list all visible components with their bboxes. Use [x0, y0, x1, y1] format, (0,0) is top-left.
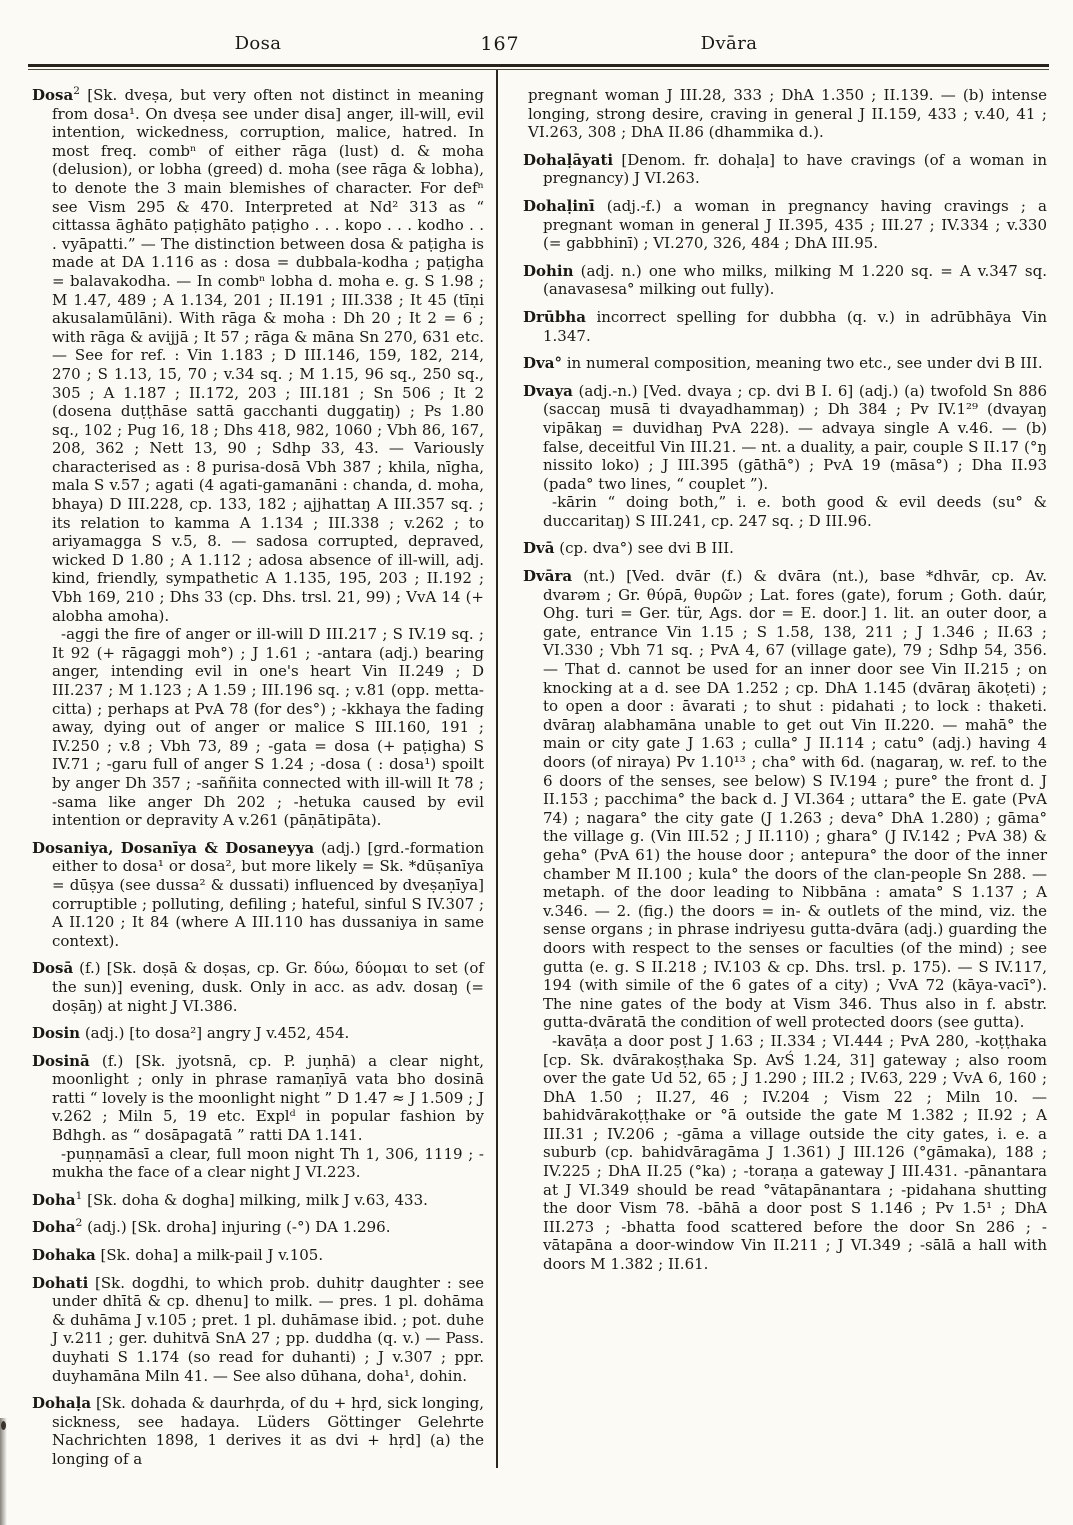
entry-main-paragraph: [523, 262, 1047, 299]
entry-main-paragraph: [523, 308, 1047, 345]
headword: Doha: [32, 1218, 76, 1237]
dictionary-entry: [523, 354, 1047, 373]
right-column: [523, 86, 1047, 1283]
entry-text: (nt.) [Ved. dvār (f.) & dvāra (nt.), base *dhvār, cp. Av. dvarəm ; Gr. θύρā, θυρῶν ; Lat. fores (gate), forum ; Goth. daúr, Ohg. turi = Ger. tür, Ags. dor = E. door.] 1. lit. an outer door, a gate, entrance Vin 1.15 ; S 1.58, 138, 211 ; J 1.346 ; II.63 ; VI.330 ; Vbh 71 sq. ; PvA 4, 67 (village gate), 79 ; Sdhp 54, 356. — That d. cannot be used for an inner door see Vin II.215 ; on knocking at a d. see DA 1.252 ; cp. DhA 1.145 (dvāraŋ ākoṭeti) ; to open a door : āvarati ; to shut : pidahati ; to lock : thaketi. dvāraŋ alabhamāna unable to get out Vin II.220. — mahā° the main or city gate J 1.63 ; culla° J II.114 ; catu° (adj.) having 4 doors (of niraya) Pv 1.10¹³ ; cha° with 6d. (nagaraŋ, w. ref. to the 6 doors of the senses, see below) S IV.194 ; pure° the front d. J II.153 ; pacchima° the back d. J VI.364 ; uttara° the E. gate (PvA 74) ; nagara° the city gate (J 1.263 ; deva° DhA 1.280) ; gāma° the village g. (Vin III.52 ; J II.110) ; ghara° (J IV.142 ; PvA 38) & geha° (PvA 61) the house door ; antepura° the door of the inner chamber M II.100 ; kula° the doors of the clan-people Sn 288. — metaph. of the door leading to Nibbāna : amata° S 1.137 ; A v.346. — 2. (fig.) the doors = in- & outlets of the mind, viz. the sense organs ; in phrase indriyesu gutta-dvāra (adj.) guarding the doors with respect to the senses or faculties (of the mind) ; see gutta (e. g. S II.218 ; IV.103 & cp. Dhs. trsl. p. 175). — S IV.117, 194 (with simile of the 6 gates of a city) ; VvA 72 (kāya-vacī°). The nine gates of the body at Vism 346. Thus also in f. abstr. gutta-dvāratā the condition of well protected doors (see gutta).: [543, 567, 1047, 1032]
headword: Dosin: [32, 1024, 81, 1043]
dictionary-entry: [32, 1024, 484, 1043]
entry-compound-paragraph: [523, 1032, 1047, 1274]
entry-text: (adj.) [grd.-formation either to dosa¹ or dosa², but more likely = Sk. *dūṣanīya = dūṣya (see dussa² & dussati) influenced by dveṣaṇīya] corruptible ; polluting, defiling ; hateful, sinful S IV.307 ; A II.120 ; It 84 (where A III.110 has dussaniya in same context).: [52, 838, 485, 950]
dictionary-entry: [32, 1274, 484, 1386]
dictionary-entry: [523, 262, 1047, 299]
left-column: [32, 86, 484, 1478]
headword: Dosaniya, Dosanīya & Dosaneyya: [32, 838, 315, 857]
headword: Dva°: [523, 354, 562, 373]
dictionary-entry: [523, 308, 1047, 345]
entry-main-paragraph: [32, 1274, 484, 1386]
dictionary-entry: [523, 197, 1047, 253]
entry-text: (adj.) [Sk. droha] injuring (-°) DA 1.296.: [82, 1218, 391, 1237]
entry-compound-paragraph: [32, 1145, 484, 1182]
entry-main-paragraph: [32, 839, 484, 951]
headword: Dohaḷāyati: [523, 150, 614, 169]
entry-text: [Sk. dveṣa, but very often not distinct in meaning from dosa¹. On dveṣa see under disa] anger, ill-will, evil intention, wickedness, corruption, malice, hatred. In most freq. combⁿ of either rāga (lust) d. & moha (delusion), or lobha (greed) d. moha (see rāga & lobha), to denote the 3 main blemishes of character. For defⁿ see Vism 295 & 470. Interpreted at Nd² 313 as “ cittassa āghāto paṭighāto paṭigho . . . kopo . . . kodho . . . vyāpatti.” — The distinction between dosa & paṭigha is made at DA 1.116 as : dosa = dubbala-kodha ; paṭigha = balavakodha. — In combⁿ lobha d. moha e. g. S 1.98 ; M 1.47, 489 ; A 1.134, 201 ; II.191 ; III.338 ; It 45 (tīṇi akusalamūlāni). With rāga & moha : Dh 20 ; It 2 = 6 ; with rāga & avijjā ; It 57 ; rāga & māna Sn 270, 631 etc. — See for ref. : Vin 1.183 ; D III.146, 159, 182, 214, 270 ; S 1.13, 15, 70 ; v.34 sq. ; M 1.15, 96 sq., 250 sq., 305 ; A 1.187 ; II.172, 203 ; III.181 ; Sn 506 ; It 2 (dosena duṭṭhāse sattā gacchanti duggatiŋ) ; Ps 1.80 sq., 102 ; Pug 16, 18 ; Dhs 418, 982, 1060 ; Vbh 86, 167, 208, 362 ; Nett 13, 90 ; Sdhp 33, 43. — Variously characterised as : 8 purisa-dosā Vbh 387 ; khila, nīgha, mala S v.57 ; agati (4 agati-gamanāni : chanda, d. moha, bhaya) D III.228, cp. 133, 182 ; ajjhattaŋ A III.357 sq. ; its relation to kamma A 1.134 ; III.338 ; v.262 ; to ariyamagga S v.5, 8. — sadosa corrupted, depraved, wicked D 1.80 ; A 1.112 ; adosa absence of ill-will, adj. kind, friendly, sympathetic A 1.135, 195, 203 ; II.192 ; Vbh 169, 210 ; Dhs 33 (cp. Dhs. trsl. 21, 99) ; VvA 14 (+ alobha amoha).: [52, 86, 484, 625]
entry-text: (f.) [Sk. jyotsnā, cp. P. juṇhā) a clear night, moonlight ; only in phrase ramaṇīyā vata bho dosinā ratti “ lovely is the moonlight night ” D 1.47 ≈ J 1.509 ; J v.262 ; Miln 5, 19 etc. Explᵈ in popular fashion by Bdhgh. as “ dosāpagatā ” ratti DA 1.141.: [52, 1051, 484, 1145]
dictionary-entry: [32, 1394, 484, 1468]
entry-text: pregnant woman J III.28, 333 ; DhA 1.350 ; II.139. — (b) intense longing, strong desire, craving in general J II.159, 433 ; v.40, 41 ; VI.263, 308 ; DhA II.86 (dhammika d.).: [528, 86, 1047, 142]
entry-main-paragraph: [32, 86, 484, 625]
entry-main-paragraph: [523, 197, 1047, 253]
dictionary-entry: [523, 151, 1047, 188]
headword: Dohaḷa: [32, 1394, 92, 1413]
entry-text: [Sk. dogdhi, to which prob. duhitṛ daughter : see under dhītā & cp. dhenu] to milk. — pres. 1 pl. dohāma & duhāma J v.105 ; pret. 1 pl. duhāmase ibid. ; pot. duhe J v.211 ; ger. duhitvā SnA 27 ; pp. duddha (q. v.) — Pass. duyhati S 1.174 (so read for duhanti) ; J v.307 ; ppr. duyhamāna Miln 41. — See also dūhana, doha¹, dohin.: [52, 1273, 484, 1385]
entry-text: -aggi the fire of anger or ill-will D III.217 ; S IV.19 sq. ; It 92 (+ rāgaggi moh°) ; J 1.61 ; -antara (adj.) bearing anger, intending evil in one's heart Vin II.249 ; D III.237 ; M 1.123 ; A 1.59 ; III.196 sq. ; v.81 (opp. metta-citta) ; perhaps at PvA 78 (for des°) ; -kkhaya the fading away, dying out of anger or malice S III.160, 191 ; IV.250 ; v.8 ; Vbh 73, 89 ; -gata = dosa (+ paṭigha) S IV.71 ; -garu full of anger S 1.24 ; -dosa ( : dosa¹) spoilt by anger Dh 357 ; -saññita connected with ill-will It 78 ; -sama like anger Dh 202 ; -hetuka caused by evil intention or depravity A v.261 (pāṇātipāta).: [52, 625, 484, 830]
dictionary-entry: [32, 1218, 484, 1237]
dictionary-entry: [523, 382, 1047, 531]
entry-continuation-paragraph: [523, 86, 1047, 142]
headword-superscript: 2: [75, 1217, 83, 1230]
headword: Dohin: [523, 261, 574, 280]
entry-text: (adj.) [to dosa²] angry J v.452, 454.: [80, 1024, 350, 1043]
headword: Dosinā: [32, 1051, 90, 1070]
header-keyword-right: Dvāra: [700, 33, 758, 54]
entry-text: -puṇṇamāsī a clear, full moon night Th 1, 306, 1119 ; -mukha the face of a clear night J VI.223.: [52, 1144, 484, 1182]
entry-text: (adj.-n.) [Ved. dvaya ; cp. dvi B I. 6] (adj.) (a) twofold Sn 886 (saccaŋ musā ti dvayadhammaŋ) ; Dh 384 ; Pv IV.1²⁹ (dvayaŋ vipākaŋ = duvidhaŋ PvA 228). — advaya single A v.46. — (b) false, deceitful Vin III.21. — nt. a duality, a pair, couple S II.17 (°ŋ nissito loko) ; J III.395 (gāthā°) ; PvA 19 (māsa°) ; Dha II.93 (pada° two lines, “ couplet ”).: [543, 381, 1047, 493]
headword: Dvāra: [523, 567, 573, 586]
entry-text: [Sk. doha & dogha] milking, milk J v.63, 433.: [82, 1190, 428, 1209]
entry-text: (f.) [Sk. doṣā & doṣas, cp. Gr. δύω, δύομαι to set (of the sun)] evening, dusk. Only in acc. as adv. dosaŋ (= doṣāŋ) at night J VI.386.: [52, 959, 484, 1015]
entry-text: (cp. dva°) see dvi B III.: [554, 539, 734, 558]
headword: Dvaya: [523, 381, 573, 400]
headword-superscript: 2: [73, 85, 80, 97]
entry-main-paragraph: [32, 1024, 484, 1043]
header-keyword-left: Dosa: [234, 33, 282, 54]
entry-text: (adj.-f.) a woman in pregnancy having cravings ; a pregnant woman in general J II.395, 435 ; III.27 ; IV.334 ; v.330 (= gabbhinī) ; VI.270, 326, 484 ; DhA III.95.: [543, 196, 1047, 253]
headword-superscript: 1: [75, 1189, 83, 1202]
headword: Doha: [32, 1190, 76, 1209]
headword: Dohaḷinī: [523, 196, 595, 215]
dictionary-entry: [32, 959, 484, 1015]
entry-main-paragraph: [32, 1218, 484, 1237]
dictionary-entry: [32, 1052, 484, 1182]
entry-text: in numeral composition, meaning two etc., see under dvi B III.: [561, 354, 1043, 373]
dictionary-entry: [523, 539, 1047, 558]
page-number: 167: [480, 33, 520, 55]
entry-main-paragraph: [523, 151, 1047, 188]
entry-main-paragraph: [523, 354, 1047, 373]
entry-text: [Sk. dohada & daurhṛda, of du + hṛd, sick longing, sickness, see hadaya. Lüders Göttinger Gelehrte Nachrichten 1898, 1 derives it as dvi + hṛd] (a) the longing of a: [52, 1394, 484, 1468]
page-header: [0, 33, 1073, 59]
entry-main-paragraph: [32, 1052, 484, 1145]
entry-text: -kavāṭa a door post J 1.63 ; II.334 ; VI.444 ; PvA 280, -koṭṭhaka [cp. Sk. dvārakoṣṭhaka Sp. AvŚ 1.24, 31] gateway ; also room over the gate Ud 52, 65 ; J 1.290 ; III.2 ; IV.63, 229 ; VvA 6, 160 ; DhA 1.50 ; II.27, 46 ; IV.204 ; Vism 22 ; Miln 10. — bahidvārakoṭṭhake or °ā outside the gate M 1.382 ; II.92 ; A III.31 ; IV.206 ; -gāma a village outside the city gates, i. e. a suburb (cp. bahidvāragāma J 1.361) J III.126 (°gāmaka), 188 ; IV.225 ; DhA II.25 (°ka) ; -toraṇa a gateway J III.431. -pānantara at J VI.349 should be read °vātapānantara ; -pidahana shutting the door Vism 78. -bāhā a door post S 1.146 ; Pv 1.5¹ ; DhA III.273 ; -bhatta food scattered before the door Sn 286 ; -vātapāna a door-window Vin II.211 ; J VI.349 ; -sālā a hall with doors M 1.382 ; II.61.: [543, 1031, 1047, 1274]
entry-compound-paragraph: [523, 493, 1047, 530]
dictionary-entry: [523, 86, 1047, 142]
entry-main-paragraph: [523, 539, 1047, 558]
entry-text: -kārin “ doing both,” i. e. both good & evil deeds (su° & duccaritaŋ) S III.241, cp. 247 sq. ; D III.96.: [543, 493, 1047, 530]
headword: Dohati: [32, 1273, 89, 1292]
entry-text: [Denom. fr. dohaḷa] to have cravings (of a woman in pregnancy) J VI.263.: [543, 150, 1047, 188]
headword: Dosa: [32, 86, 74, 104]
entry-text: [Sk. doha] a milk-pail J v.105.: [95, 1246, 324, 1265]
dictionary-entry: [32, 839, 484, 951]
column-divider-rule: [496, 70, 498, 1468]
entry-main-paragraph: [32, 1246, 484, 1265]
scan-smudge: [0, 1418, 7, 1525]
entry-main-paragraph: [32, 1191, 484, 1210]
entry-text: (adj. n.) one who milks, milking M 1.220 sq. = A v.347 sq. (anavasesa° milking out fully).: [543, 261, 1047, 299]
entry-compound-paragraph: [32, 625, 484, 830]
entry-text: incorrect spelling for dubbha (q. v.) in adrūbhāya Vin 1.347.: [543, 307, 1047, 345]
headword: Dosā: [32, 959, 74, 978]
headword: Dvā: [523, 539, 555, 558]
headword: Drūbha: [523, 307, 586, 326]
headword: Dohaka: [32, 1246, 96, 1265]
entry-main-paragraph: [32, 959, 484, 1015]
dictionary-entry: [32, 1191, 484, 1210]
dictionary-entry: [32, 86, 484, 830]
entry-main-paragraph: [523, 382, 1047, 494]
entry-main-paragraph: [32, 1394, 484, 1468]
header-rule: [28, 64, 1049, 70]
entry-main-paragraph: [523, 567, 1047, 1032]
dictionary-entry: [32, 1246, 484, 1265]
scan-smudge-dot: [1, 1421, 6, 1430]
dictionary-entry: [523, 567, 1047, 1274]
